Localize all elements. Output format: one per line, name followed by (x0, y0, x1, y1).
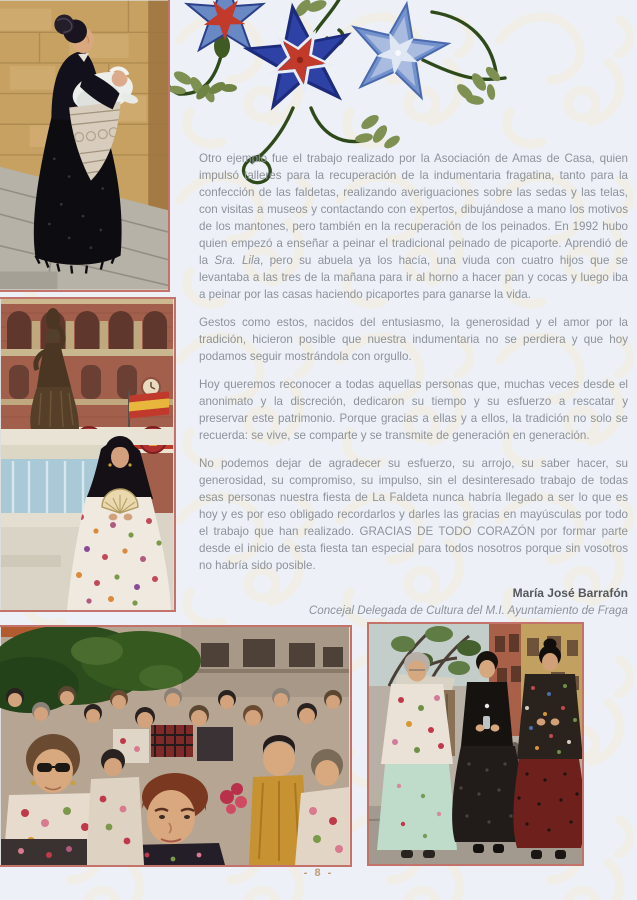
photo-woman-with-baby-illustration (0, 0, 168, 290)
article-text (199, 150, 628, 619)
signature-block (199, 585, 628, 619)
paragraph-1-text: Otro ejemplo fue el trabajo realizado por la Asociación de Amas de Casa, quien impulsó talleres para la recuperación de la indumentaria fragatina, tanto para la confección de las faldetas, realizando averiguaciones sobre las sedas y las telas, con visitas a museos y contactando con expertos, dibujándose a mano los motivos de los mantones, pero también en la recuperación de los peinados. En 1992 hubo quien empezó a enseñar a peinar el tradicional peinado de picaporte. Aprendió de la (199, 152, 628, 267)
paragraph-1-italic: Sra. Lila (214, 254, 261, 267)
paragraph-1 (199, 150, 628, 303)
photo-three-women-illustration (369, 624, 582, 864)
signature-name: María José Barrafón (512, 586, 628, 600)
paragraph-2: Gestos como estos, nacidos del entusiasmo, la generosidad y el amor por la tradición, hicieron posible que nuestra indumentaria no se perdiera y que hoy podamos seguir mostrándola con orgullo. (199, 316, 628, 363)
photo-crowd-illustration (0, 627, 350, 865)
signature-role: Concejal Delegada de Cultura del M.I. Ayuntamiento de Fraga (308, 604, 628, 617)
photo-statue-illustration (0, 299, 174, 610)
flower-navy-center (237, 0, 360, 113)
paragraph-1-end: , pero su abuela ya los hacía, una viuda con cuatro hijos que se levantaba a las tres de la mañana para ir al horno a hacer pan y cocas y luego iba a peinar por las casas haciendo picaportes para ganarse la vida. (199, 254, 629, 301)
photo-woman-with-baby (0, 0, 170, 292)
photo-three-women (367, 622, 584, 866)
page-number: - 8 - (303, 867, 334, 879)
photo-crowd (0, 625, 352, 867)
photo-statue-fountain-woman (0, 297, 176, 612)
paragraph-4: No podemos dejar de agradecer su esfuerzo, su arrojo, su saber hacer, su generosidad, su compromiso, su impulso, sin el desinteresado trabajo de todas esas personas nuestra fiesta de La Faldeta nunca habría llegado a ser lo que es hoy y es por eso obligado recordarlos y darles las gracias en mayúsculas por todo el trabajo que han realizado. GRACIAS DE TODO CORAZÓN por formar parte desde el inicio de esta fiesta tan especial para todos nosotros porque sin vosotros no habría sido posible. (199, 457, 628, 572)
flower-lightblue-right (344, 0, 454, 101)
paragraph-3: Hoy queremos reconocer a todas aquellas personas que, muchas veces desde el anonimato y la discreción, dedicaron su tiempo y su esfuerzo a rescatar y preservar este patrimonio. Porque gracias a ellas y a ellos, la tradición no solo se recuerda: se vive, se comparte y se transmite de generación en generación. (199, 378, 628, 442)
